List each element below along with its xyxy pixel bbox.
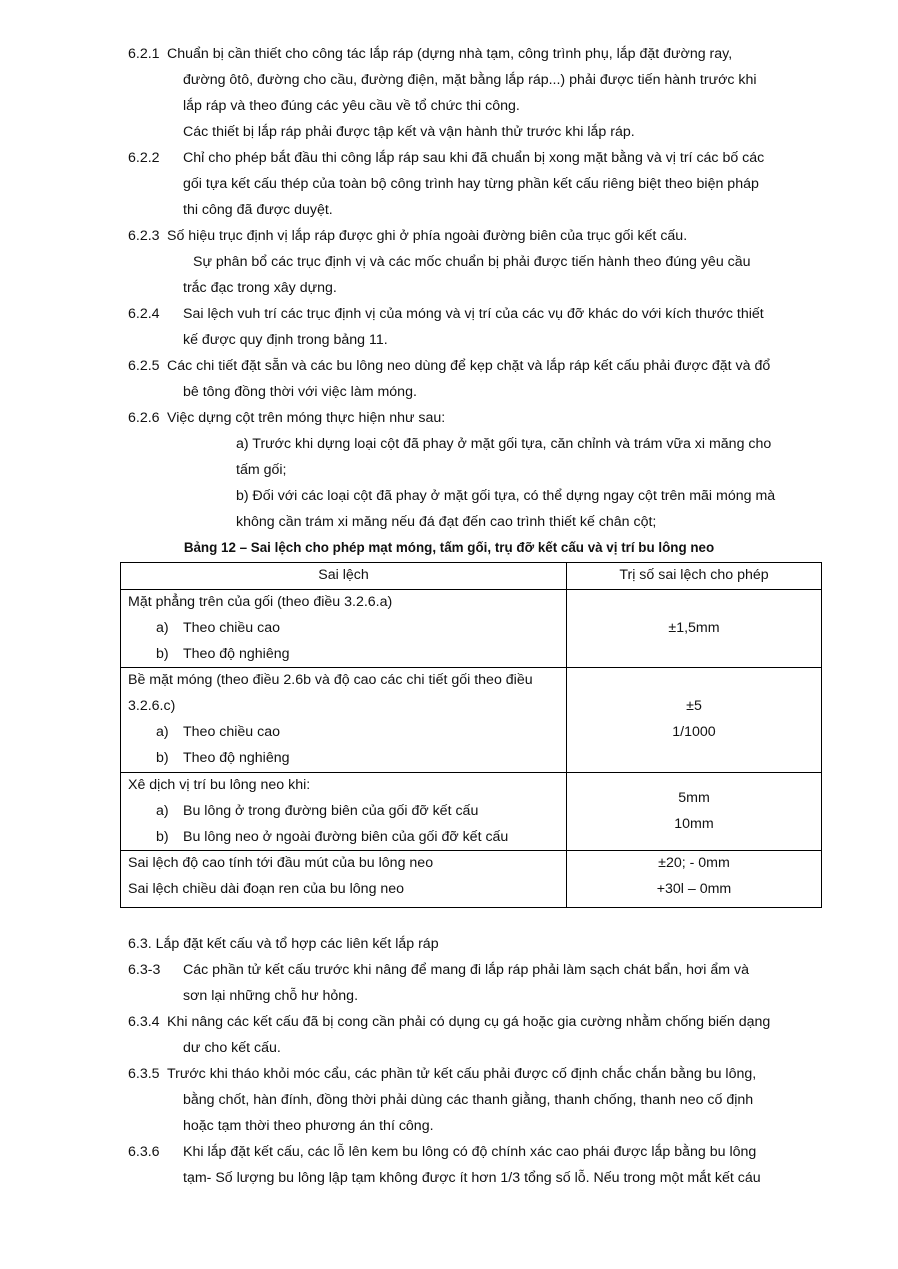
item-marker: a) — [156, 620, 169, 636]
clause-text-line: Khi lắp đặt kết cấu, các lỗ lên kem bu lông có độ chính xác cao phái được lắp bằng bu lông — [183, 1144, 757, 1160]
clause-text-line: kế được quy định trong bảng 11. — [183, 332, 388, 348]
clause-text-line: Sự phân bổ các trục định vị và các mốc chuẩn bị phải được tiến hành theo đúng yêu cầu — [193, 254, 751, 270]
row-label: Sai lệch độ cao tính tới đầu mút của bu lông neo — [128, 855, 434, 871]
clause-text-line: Các phần tử kết cấu trước khi nâng để mang đi lắp ráp phải làm sạch chát bẩn, hơi ẩm và — [183, 962, 749, 978]
clause-number: 6.3.4 — [128, 1014, 160, 1030]
clause-text-line: gối tựa kết cấu thép của toàn bộ công trình hay từng phần kết cấu riêng biệt theo biện pháp — [183, 176, 759, 192]
clause-text-line: lắp ráp và theo đúng các yêu cầu về tổ chức thi công. — [183, 98, 520, 114]
table-cell — [567, 773, 822, 851]
tolerance-value: ±20; - 0mm — [658, 855, 730, 871]
table-row — [121, 773, 822, 851]
clause-number: 6.2.5 — [128, 358, 160, 374]
clause-text-line: bằng chốt, hàn đính, đồng thời phải dùng các thanh giằng, thanh chống, thanh neo cố định — [183, 1092, 754, 1108]
clause-number: 6.2.4 — [128, 306, 160, 322]
clause-text-line: a) Trước khi dựng loại cột đã phay ở mặt gối tựa, căn chỉnh và trám vữa xi măng cho — [236, 436, 772, 452]
header-label: Trị số sai lệch cho phép — [619, 567, 769, 583]
table-cell — [567, 851, 822, 908]
item-text: Theo chiều cao — [183, 724, 281, 740]
row-label: 3.2.6.c) — [128, 698, 176, 714]
clause-number: 6.2.3 — [128, 228, 160, 244]
tolerance-value: 10mm — [674, 816, 714, 832]
table-row — [121, 668, 822, 773]
clause-text-line: bê tông đồng thời với việc làm móng. — [183, 384, 417, 400]
table-row — [121, 851, 822, 908]
clause-text-line: Số hiệu trục định vị lắp ráp được ghi ở phía ngoài đường biên của trục gối kết cấu. — [167, 228, 688, 244]
table-cell — [567, 668, 822, 773]
table-header-cell — [121, 563, 567, 590]
item-marker: a) — [156, 803, 169, 819]
clause-number: 6.2.2 — [128, 150, 160, 166]
item-text: Bu lông ở trong đường biên của gối đỡ kết cấu — [183, 803, 479, 819]
table-header-row — [121, 563, 822, 590]
clause-text-line: Chỉ cho phép bắt đầu thi công lắp ráp sau khi đã chuẩn bị xong mặt bằng và vị trí các bố các — [183, 150, 765, 166]
clause-text-line: Trước khi tháo khỏi móc cẩu, các phần tử kết cấu phải được cố định chắc chắn bằng bu lông, — [167, 1066, 757, 1082]
clause-number: 6.2.6 — [128, 410, 160, 426]
table-header-cell — [567, 563, 822, 590]
item-text: Theo độ nghiêng — [183, 750, 290, 766]
table-cell — [121, 668, 567, 773]
tolerance-table — [120, 562, 822, 908]
item-marker: a) — [156, 724, 169, 740]
clause-text-line: Chuẩn bị cần thiết cho công tác lắp ráp (dựng nhà tạm, công trình phụ, lắp đặt đường ray, — [167, 46, 733, 62]
clause-text-line: dư cho kết cấu. — [183, 1040, 281, 1056]
clause-text-line: thi công đã được duyệt. — [183, 202, 333, 218]
table-cell — [121, 773, 567, 851]
clause-text-line: trắc đạc trong xây dựng. — [183, 280, 337, 296]
clause-text-line: Các chi tiết đặt sẵn và các bu lông neo dùng để kẹp chặt và lắp ráp kết cấu phải được đặt và đổ — [167, 358, 771, 374]
clause-number: 6.3.5 — [128, 1066, 160, 1082]
row-label: Sai lệch chiều dài đoạn ren của bu lông neo — [128, 881, 405, 897]
section-heading: 6.3. Lắp đặt kết cấu và tổ hợp các liên kết lắp ráp — [128, 936, 439, 952]
table-cell — [121, 590, 567, 668]
clause-text-line: Sai lệch vuh trí các trục định vị của móng và vị trí của các vụ đỡ khác do với kích thước thiết — [183, 306, 764, 322]
tolerance-value: ±1,5mm — [668, 620, 720, 636]
item-marker: b) — [156, 750, 169, 766]
clause-text-line: Việc dựng cột trên móng thực hiện như sau: — [167, 410, 446, 426]
item-text: Theo độ nghiêng — [183, 646, 290, 662]
clause-text-line: tấm gối; — [236, 462, 287, 478]
tolerance-value: +30l – 0mm — [656, 881, 732, 897]
clause-text-line: b) Đối với các loại cột đã phay ở mặt gối tựa, có thể dựng ngay cột trên mãi móng mà — [236, 488, 776, 504]
table-cell — [121, 851, 567, 908]
table-cell — [567, 590, 822, 668]
table-caption: Bảng 12 – Sai lệch cho phép mạt móng, tấm gối, trụ đỡ kết cấu và vị trí bu lông neo — [183, 540, 715, 555]
tolerance-value: 1/1000 — [672, 724, 716, 740]
clause-text-line: Các thiết bị lắp ráp phải được tập kết và vận hành thử trước khi lắp ráp. — [183, 124, 635, 140]
clause-text-line: Khi nâng các kết cấu đã bị cong cần phải có dụng cụ gá hoặc gia cường nhằm chống biến dạng — [167, 1014, 771, 1030]
table-row — [121, 590, 822, 668]
header-label: Sai lệch — [318, 567, 369, 583]
clause-text-line: sơn lại những chỗ hư hỏng. — [183, 988, 359, 1004]
tolerance-value: ±5 — [686, 698, 702, 714]
item-text: Theo chiều cao — [183, 620, 281, 636]
tolerance-value: 5mm — [678, 790, 710, 806]
clause-text-line: tạm- Số lượng bu lông lập tạm không được ít hơn 1/3 tổng số lỗ. Nếu trong một mắt kết cáu — [183, 1170, 761, 1186]
clause-text-line: không cần trám xi măng nếu đá đạt đến cao trình thiết kế chân cột; — [236, 514, 657, 530]
clause-text-line: hoặc tạm thời theo phương án thí công. — [183, 1118, 434, 1134]
item-text: Bu lông neo ở ngoài đường biên của gối đỡ kết cấu — [183, 829, 509, 845]
row-label: Mặt phẳng trên của gối (theo điều 3.2.6.a) — [128, 594, 393, 610]
clause-text-line: đường ôtô, đường cho cầu, đường điện, mặt bằng lắp ráp...) phải được tiến hành trước khi — [183, 72, 757, 88]
clause-number: 6.2.1 — [128, 46, 160, 62]
clause-number: 6.3.6 — [128, 1144, 160, 1160]
item-marker: b) — [156, 829, 169, 845]
item-marker: b) — [156, 646, 169, 662]
row-label: Xê dịch vị trí bu lông neo khi: — [128, 777, 311, 793]
row-label: Bề mặt móng (theo điều 2.6b và độ cao các chi tiết gối theo điều — [128, 672, 533, 688]
clause-number: 6.3-3 — [128, 962, 161, 978]
